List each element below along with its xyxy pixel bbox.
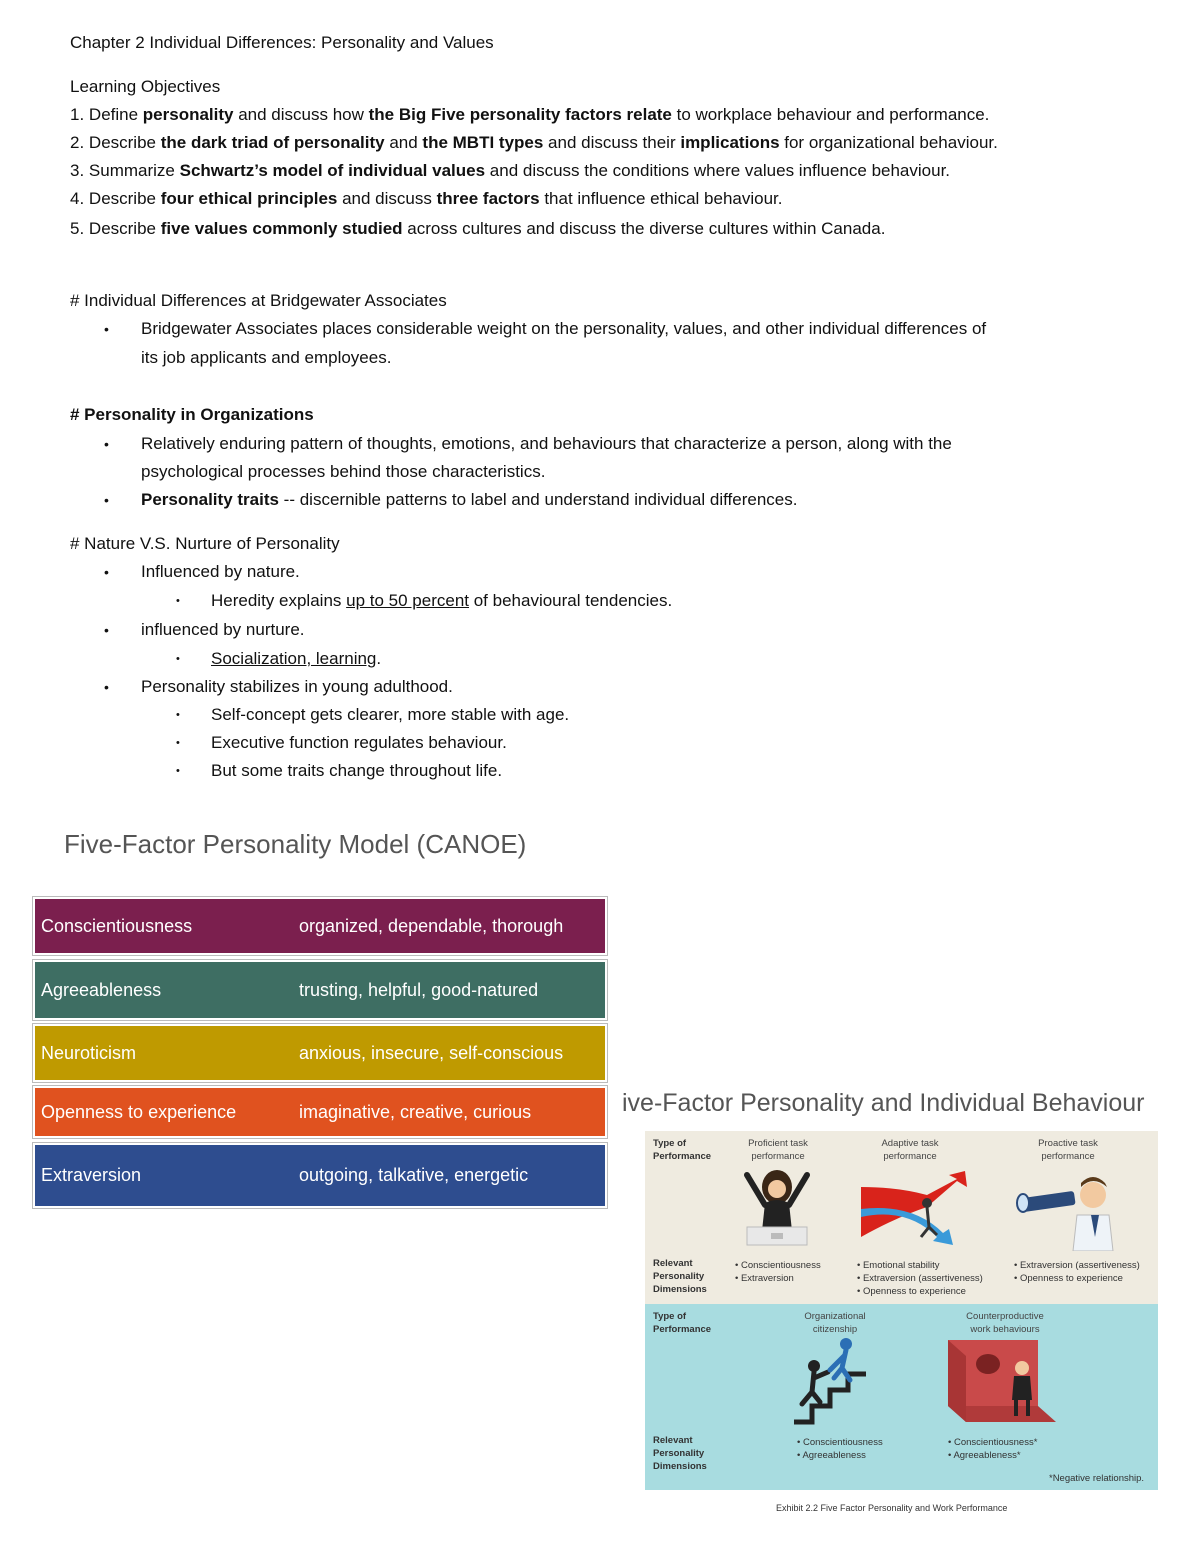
objective-key-term: the MBTI types (422, 133, 544, 152)
objective-text: Describe (84, 133, 161, 152)
sub-bullet-icon: • (176, 595, 180, 607)
objective-text: across cultures and discuss the diverse cultures within Canada. (402, 219, 886, 238)
bullet-icon: • (104, 622, 109, 638)
objective-text: to workplace behaviour and performance. (671, 105, 990, 124)
canoe-description: organized, dependable, thorough (299, 916, 564, 936)
bridgewater-heading: # Individual Differences at Bridgewater Associates (70, 291, 447, 310)
proactive-dimensions: • Extraversion (assertiveness) • Openness to experience (1014, 1260, 1140, 1284)
adaptive-arrows-icon (857, 1167, 977, 1251)
businesswoman-celebrating-icon (737, 1167, 817, 1251)
document-title: Chapter 2 Individual Differences: Personality and Values (70, 33, 494, 52)
citizenship-heading: Organizational citizenship (804, 1311, 866, 1335)
heredity-percent: up to 50 percent (346, 591, 469, 610)
personality-traits-desc: -- discernible patterns to label and understand individual differences. (278, 490, 798, 509)
objective-text: and discuss their (543, 133, 681, 152)
canoe-description: anxious, insecure, self-conscious (299, 1043, 564, 1063)
adaptive-task-heading: Adaptive task performance (881, 1138, 939, 1162)
executive-function-item: Executive function regulates behaviour. (211, 733, 507, 752)
socialization-post: . (376, 649, 382, 668)
canoe-trait: Extraversion (41, 1165, 142, 1185)
canoe-description: outgoing, talkative, energetic (299, 1165, 529, 1185)
bullet-icon: • (104, 492, 109, 508)
counterproductive-heading: Counterproductive work behaviours (966, 1311, 1044, 1335)
canoe-row-conscientiousness (33, 897, 607, 955)
objective-text: Describe (84, 219, 161, 238)
objective-number: 2. (70, 133, 85, 152)
personality-definition-line2: psychological processes behind those characteristics. (141, 462, 546, 481)
heredity-post: of behavioural tendencies. (469, 591, 673, 610)
objective-key-term: implications (680, 133, 780, 152)
bullet-icon: • (104, 321, 109, 337)
objective-key-term: the Big Five personality factors relate (368, 105, 672, 124)
bullet-icon: • (104, 436, 109, 452)
exhibit-title: ive-Factor Personality and Individual Behaviour (622, 1089, 1145, 1117)
canoe-title: Five-Factor Personality Model (CANOE) (64, 829, 527, 859)
bridgewater-bullet-line2: its job applicants and employees. (141, 348, 392, 367)
canoe-trait: Conscientiousness (41, 916, 193, 936)
objective-text: that influence ethical behaviour. (539, 189, 783, 208)
learning-objective-2 (70, 129, 998, 157)
self-concept-item: Self-concept gets clearer, more stable with age. (211, 705, 570, 724)
objective-key-term: personality (142, 105, 234, 124)
personality-traits-term: Personality traits (141, 490, 279, 509)
type-of-performance-label: Type of Performance (653, 1138, 712, 1162)
relevant-dimensions-label: Relevant Personality Dimensions (653, 1258, 707, 1295)
heredity-pre: Heredity explains (211, 591, 347, 610)
nature-item: Influenced by nature. (141, 562, 300, 581)
personality-traits-item (141, 486, 797, 514)
man-with-telescope-icon (1015, 1167, 1125, 1251)
learning-objectives-label: Learning Objectives (70, 77, 221, 96)
exhibit-caption: Exhibit 2.2 Five Factor Personality and Work Performance (776, 1503, 1008, 1513)
exhibit-bottom-panel (645, 1304, 1158, 1490)
objective-key-term: the dark triad of personality (160, 133, 385, 152)
adaptive-dimensions: • Emotional stability • Extraversion (assertiveness) • Openness to experience (857, 1260, 983, 1297)
bullet-icon: • (104, 564, 109, 580)
exhibit-top-panel (645, 1131, 1158, 1304)
objective-key-term: four ethical principles (160, 189, 338, 208)
socialization-text: Socialization, learning (211, 649, 377, 668)
learning-objective-5 (70, 215, 885, 243)
objective-number: 4. (70, 189, 85, 208)
socialization-item (211, 645, 381, 673)
learning-objective-4 (70, 185, 782, 213)
proficient-dimensions: • Conscientiousness • Extraversion (735, 1260, 821, 1284)
proficient-task-heading: Proficient task performance (748, 1138, 808, 1162)
helping-up-stairs-icon (790, 1336, 882, 1426)
citizenship-dimensions: • Conscientiousness • Agreeableness (797, 1437, 883, 1461)
canoe-row-openness-to-experience (33, 1086, 607, 1138)
learning-objective-3 (70, 157, 950, 185)
sub-bullet-icon: • (176, 653, 180, 665)
sub-bullet-icon: • (176, 765, 180, 777)
objective-text: and discuss (337, 189, 437, 208)
canoe-trait: Openness to experience (41, 1102, 237, 1122)
objective-number: 3. (70, 161, 85, 180)
canoe-trait: Neuroticism (41, 1043, 137, 1063)
canoe-trait: Agreeableness (41, 980, 162, 1000)
relevant-dimensions-label: Relevant Personality Dimensions (653, 1435, 707, 1472)
heredity-item (211, 587, 672, 615)
bullet-icon: • (104, 679, 109, 695)
traits-change-item: But some traits change throughout life. (211, 761, 503, 780)
objective-key-term: Schwartz’s model of individual values (179, 161, 486, 180)
proactive-task-heading: Proactive task performance (1038, 1138, 1098, 1162)
objective-text: and discuss how (233, 105, 369, 124)
objective-text: Summarize (84, 161, 180, 180)
objective-text: and discuss the conditions where values influence behaviour. (485, 161, 951, 180)
objective-number: 1. (70, 105, 85, 124)
stabilizes-item: Personality stabilizes in young adulthood. (141, 677, 453, 696)
personality-definition-line1: Relatively enduring pattern of thoughts, emotions, and behaviours that characterize a person, along with the (141, 434, 952, 453)
objective-text: Define (84, 105, 143, 124)
canoe-description: imaginative, creative, curious (299, 1102, 532, 1122)
nurture-item: influenced by nurture. (141, 620, 305, 639)
canoe-row-neuroticism (33, 1024, 607, 1082)
counterproductive-behaviour-icon (948, 1336, 1058, 1426)
objective-text: Describe (84, 189, 161, 208)
learning-objective-1 (70, 101, 989, 129)
objective-text: for organizational behaviour. (779, 133, 998, 152)
counterproductive-dimensions: • Conscientiousness* • Agreeableness* (948, 1437, 1038, 1461)
type-of-performance-label: Type of Performance (653, 1311, 712, 1335)
canoe-description: trusting, helpful, good-natured (299, 980, 539, 1000)
canoe-row-agreeableness (33, 960, 607, 1020)
canoe-row-extraversion (33, 1143, 607, 1208)
objective-key-term: three factors (436, 189, 540, 208)
objective-text: and (384, 133, 423, 152)
personality-org-heading: # Personality in Organizations (70, 405, 314, 424)
nature-nurture-heading: # Nature V.S. Nurture of Personality (70, 534, 340, 553)
sub-bullet-icon: • (176, 737, 180, 749)
sub-bullet-icon: • (176, 709, 180, 721)
negative-relationship-note: *Negative relationship. (1049, 1473, 1145, 1484)
objective-number: 5. (70, 219, 85, 238)
objective-key-term: five values commonly studied (160, 219, 403, 238)
bridgewater-bullet-line1: Bridgewater Associates places considerable weight on the personality, values, and other individual differences of (141, 319, 987, 338)
